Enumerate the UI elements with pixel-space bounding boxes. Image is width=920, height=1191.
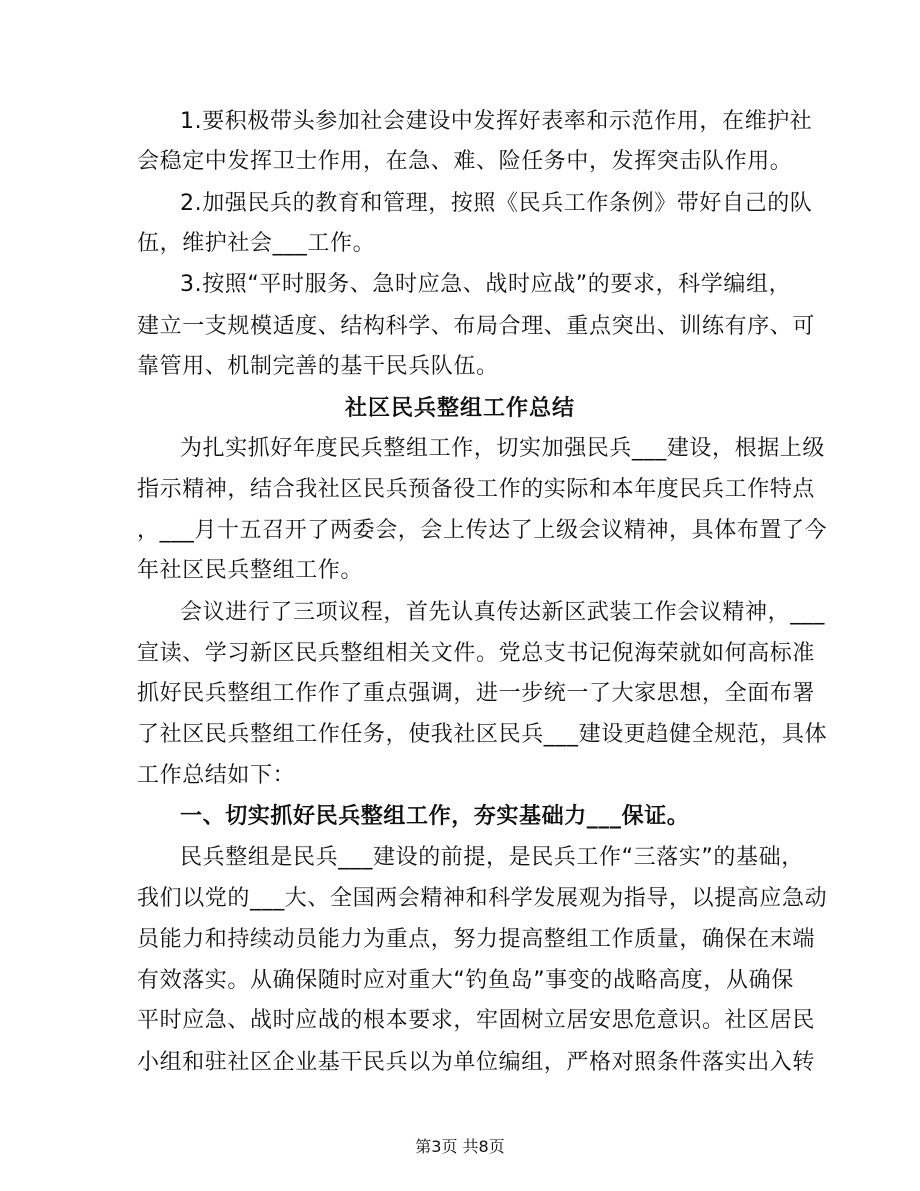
- paragraph-line: 1.要积极带头参加社会建设中发挥好表率和示范作用，在维护社: [180, 109, 813, 134]
- page-number-footer: 第3页 共8页: [415, 1137, 505, 1156]
- paragraph-line: 抓好民兵整组工作作了重点强调，进一步统一了大家思想，全面布署: [137, 681, 816, 706]
- paragraph-line: ，___月十五召开了两委会，会上传达了上级会议精神，具体布置了今: [137, 518, 828, 543]
- paragraph-line: 有效落实。从确保随时应对重大“钓鱼岛”事变的战略高度，从确保: [137, 968, 794, 993]
- paragraph-line: 员能力和持续动员能力为重点，努力提高整组工作质量，确保在末端: [137, 927, 816, 952]
- paragraph-line: 伍，维护社会___工作。: [137, 231, 376, 256]
- section-heading: 一、切实抓好民兵整组工作，夯实基础力___保证。: [180, 804, 690, 829]
- paragraph-line: 平时应急、战时应战的根本要求，牢固树立居安思危意识。社区居民: [137, 1008, 816, 1033]
- paragraph-line: 会议进行了三项议程，首先认真传达新区武装工作会议精神，___: [180, 600, 826, 625]
- paragraph-line: 工作总结如下：: [137, 763, 296, 788]
- paragraph-line: 小组和驻社区企业基干民兵以为单位编组，严格对照条件落实出入转: [137, 1050, 816, 1075]
- paragraph-line: 3.按照“平时服务、急时应急、战时应战”的要求，科学编组，: [180, 272, 792, 297]
- paragraph-line: 指示精神，结合我社区民兵预备役工作的实际和本年度民兵工作特点: [137, 477, 816, 502]
- paragraph-line: 靠管用、机制完善的基干民兵队伍。: [137, 354, 499, 379]
- paragraph-line: 为扎实抓好年度民兵整组工作，切实加强民兵___建设，根据上级: [180, 436, 826, 461]
- paragraph-line: 2.加强民兵的教育和管理，按照《民兵工作条例》带好自己的队: [180, 191, 813, 216]
- paragraph-line: 会稳定中发挥卫士作用，在急、难、险任务中，发挥突击队作用。: [137, 149, 793, 174]
- paragraph-line: 民兵整组是民兵___建设的前提，是民兵工作“三落实”的基础，: [180, 845, 804, 870]
- section-title: 社区民兵整组工作总结: [344, 396, 575, 421]
- paragraph-line: 建立一支规模适度、结构科学、布局合理、重点突出、训练有序、可: [137, 314, 816, 339]
- paragraph-line: 我们以党的___大、全国两会精神和科学发展观为指导，以提高应急动: [137, 886, 828, 911]
- paragraph-line: 宣读、学习新区民兵整组相关文件。党总支书记倪海荣就如何高标准: [137, 641, 816, 666]
- paragraph-line: 了社区民兵整组工作任务，使我社区民兵___建设更趋健全规范，具体: [137, 722, 828, 747]
- paragraph-line: 年社区民兵整组工作。: [137, 558, 364, 583]
